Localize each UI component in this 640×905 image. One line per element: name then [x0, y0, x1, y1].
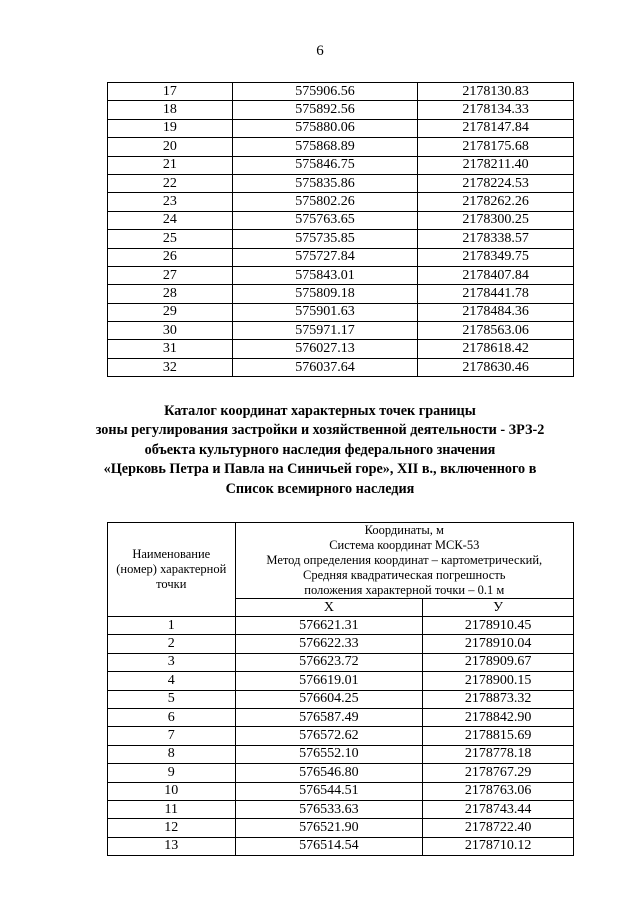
cell-x: 576552.10 — [235, 745, 423, 763]
table-row — [108, 635, 574, 653]
cell-x: 575835.86 — [232, 174, 418, 192]
title-line: Список всемирного наследия — [225, 480, 415, 497]
table-row — [108, 819, 574, 837]
cell-point-number: 2 — [108, 635, 236, 653]
cell-x: 576521.90 — [235, 819, 423, 837]
table-row — [108, 764, 574, 782]
cell-point-number: 22 — [108, 174, 233, 192]
cell-x: 575802.26 — [232, 193, 418, 211]
header-name-line: (номер) характерной — [116, 562, 227, 576]
cell-x: 576604.25 — [235, 690, 423, 708]
cell-y: 2178778.18 — [423, 745, 574, 763]
table-row — [108, 782, 574, 800]
cell-point-number: 25 — [108, 230, 233, 248]
cell-x: 575727.84 — [232, 248, 418, 266]
header-name-line: точки — [156, 577, 187, 591]
catalog-title — [60, 402, 580, 499]
cell-x: 576514.54 — [235, 837, 423, 855]
cell-point-number: 17 — [108, 83, 233, 101]
cell-y: 2178710.12 — [423, 837, 574, 855]
cell-x: 576623.72 — [235, 653, 423, 671]
header-coord-line: Координаты, м — [364, 523, 444, 537]
cell-point-number: 29 — [108, 303, 233, 321]
cell-y: 2178563.06 — [418, 322, 574, 340]
cell-point-number: 6 — [108, 708, 236, 726]
table-row — [108, 266, 574, 284]
header-coord-line: положения характерной точки – 0.1 м — [304, 583, 505, 597]
cell-point-number: 23 — [108, 193, 233, 211]
coordinates-table — [107, 522, 574, 856]
cell-y: 2178407.84 — [418, 266, 574, 284]
title-line: объекта культурного наследия федерального значения — [144, 441, 496, 458]
cell-point-number: 3 — [108, 653, 236, 671]
table-row — [108, 83, 574, 101]
table-row — [108, 653, 574, 671]
title-line: зоны регулирования застройки и хозяйственной деятельности - ЗРЗ-2 — [95, 422, 545, 439]
cell-x: 576546.80 — [235, 764, 423, 782]
title-line: Каталог координат характерных точек границы — [164, 403, 476, 419]
cell-x: 575971.17 — [232, 322, 418, 340]
cell-x: 575868.89 — [232, 138, 418, 156]
header-coord-line: Система координат МСК-53 — [329, 538, 480, 552]
cell-point-number: 27 — [108, 266, 233, 284]
cell-x: 575846.75 — [232, 156, 418, 174]
cell-y: 2178842.90 — [423, 708, 574, 726]
cell-y: 2178224.53 — [418, 174, 574, 192]
cell-x: 575880.06 — [232, 119, 418, 137]
table-row — [108, 800, 574, 818]
cell-point-number: 11 — [108, 800, 236, 818]
cell-x: 575901.63 — [232, 303, 418, 321]
table-row — [108, 101, 574, 119]
table-row — [108, 119, 574, 137]
cell-point-number: 4 — [108, 672, 236, 690]
cell-y: 2178630.46 — [418, 358, 574, 376]
table-row — [108, 303, 574, 321]
cell-x: 575809.18 — [232, 285, 418, 303]
cell-point-number: 13 — [108, 837, 236, 855]
cell-point-number: 19 — [108, 119, 233, 137]
cell-x: 575763.65 — [232, 211, 418, 229]
cell-y: 2178175.68 — [418, 138, 574, 156]
cell-point-number: 21 — [108, 156, 233, 174]
table-row — [108, 340, 574, 358]
cell-point-number: 28 — [108, 285, 233, 303]
cell-x: 576027.13 — [232, 340, 418, 358]
header-coord-line: Средняя квадратическая погрешность — [303, 568, 506, 582]
cell-point-number: 12 — [108, 819, 236, 837]
cell-y: 2178722.40 — [423, 819, 574, 837]
cell-x: 575843.01 — [232, 266, 418, 284]
table-row — [108, 230, 574, 248]
cell-point-number: 20 — [108, 138, 233, 156]
table-row — [108, 617, 574, 635]
table-row — [108, 138, 574, 156]
table-row — [108, 248, 574, 266]
cell-y: 2178300.25 — [418, 211, 574, 229]
cell-y: 2178349.75 — [418, 248, 574, 266]
cell-point-number: 7 — [108, 727, 236, 745]
cell-point-number: 24 — [108, 211, 233, 229]
cell-y: 2178484.36 — [418, 303, 574, 321]
table-row — [108, 156, 574, 174]
header-x: X — [235, 599, 423, 617]
cell-y: 2178147.84 — [418, 119, 574, 137]
cell-x: 576621.31 — [235, 617, 423, 635]
cell-x: 575892.56 — [232, 101, 418, 119]
table-row — [108, 193, 574, 211]
cell-y: 2178211.40 — [418, 156, 574, 174]
cell-x: 576037.64 — [232, 358, 418, 376]
table-row — [108, 174, 574, 192]
table-row — [108, 211, 574, 229]
page-number: 6 — [316, 43, 324, 59]
cell-x: 576544.51 — [235, 782, 423, 800]
cell-y: 2178763.06 — [423, 782, 574, 800]
cell-y: 2178618.42 — [418, 340, 574, 358]
cell-x: 575735.85 — [232, 230, 418, 248]
cell-point-number: 32 — [108, 358, 233, 376]
header-coordinates — [235, 523, 573, 599]
cell-y: 2178873.32 — [423, 690, 574, 708]
cell-y: 2178441.78 — [418, 285, 574, 303]
cell-y: 2178134.33 — [418, 101, 574, 119]
cell-point-number: 31 — [108, 340, 233, 358]
table-row — [108, 285, 574, 303]
cell-y: 2178910.45 — [423, 617, 574, 635]
table-row — [108, 690, 574, 708]
header-y: У — [423, 599, 574, 617]
cell-x: 576587.49 — [235, 708, 423, 726]
table-row — [108, 708, 574, 726]
table-row — [108, 727, 574, 745]
cell-point-number: 26 — [108, 248, 233, 266]
coordinates-table-continued — [107, 82, 574, 377]
cell-y: 2178910.04 — [423, 635, 574, 653]
table-row — [108, 745, 574, 763]
cell-x: 576572.62 — [235, 727, 423, 745]
header-coord-line: Метод определения координат – картометрический, — [266, 553, 543, 567]
cell-point-number: 5 — [108, 690, 236, 708]
table-row — [108, 322, 574, 340]
table-row — [108, 672, 574, 690]
table-row — [108, 837, 574, 855]
cell-y: 2178338.57 — [418, 230, 574, 248]
cell-point-number: 1 — [108, 617, 236, 635]
cell-point-number: 10 — [108, 782, 236, 800]
cell-y: 2178262.26 — [418, 193, 574, 211]
header-point-name — [108, 523, 236, 617]
cell-y: 2178909.67 — [423, 653, 574, 671]
cell-point-number: 9 — [108, 764, 236, 782]
cell-x: 576622.33 — [235, 635, 423, 653]
header-name-line: Наименование — [132, 547, 211, 561]
cell-point-number: 30 — [108, 322, 233, 340]
cell-x: 576533.63 — [235, 800, 423, 818]
cell-y: 2178130.83 — [418, 83, 574, 101]
cell-point-number: 8 — [108, 745, 236, 763]
cell-y: 2178900.15 — [423, 672, 574, 690]
cell-x: 576619.01 — [235, 672, 423, 690]
cell-x: 575906.56 — [232, 83, 418, 101]
cell-y: 2178815.69 — [423, 727, 574, 745]
title-line: «Церковь Петра и Павла на Синичьей горе», XII в., включенного в — [103, 461, 537, 478]
cell-y: 2178767.29 — [423, 764, 574, 782]
cell-point-number: 18 — [108, 101, 233, 119]
table-row — [108, 358, 574, 376]
cell-y: 2178743.44 — [423, 800, 574, 818]
